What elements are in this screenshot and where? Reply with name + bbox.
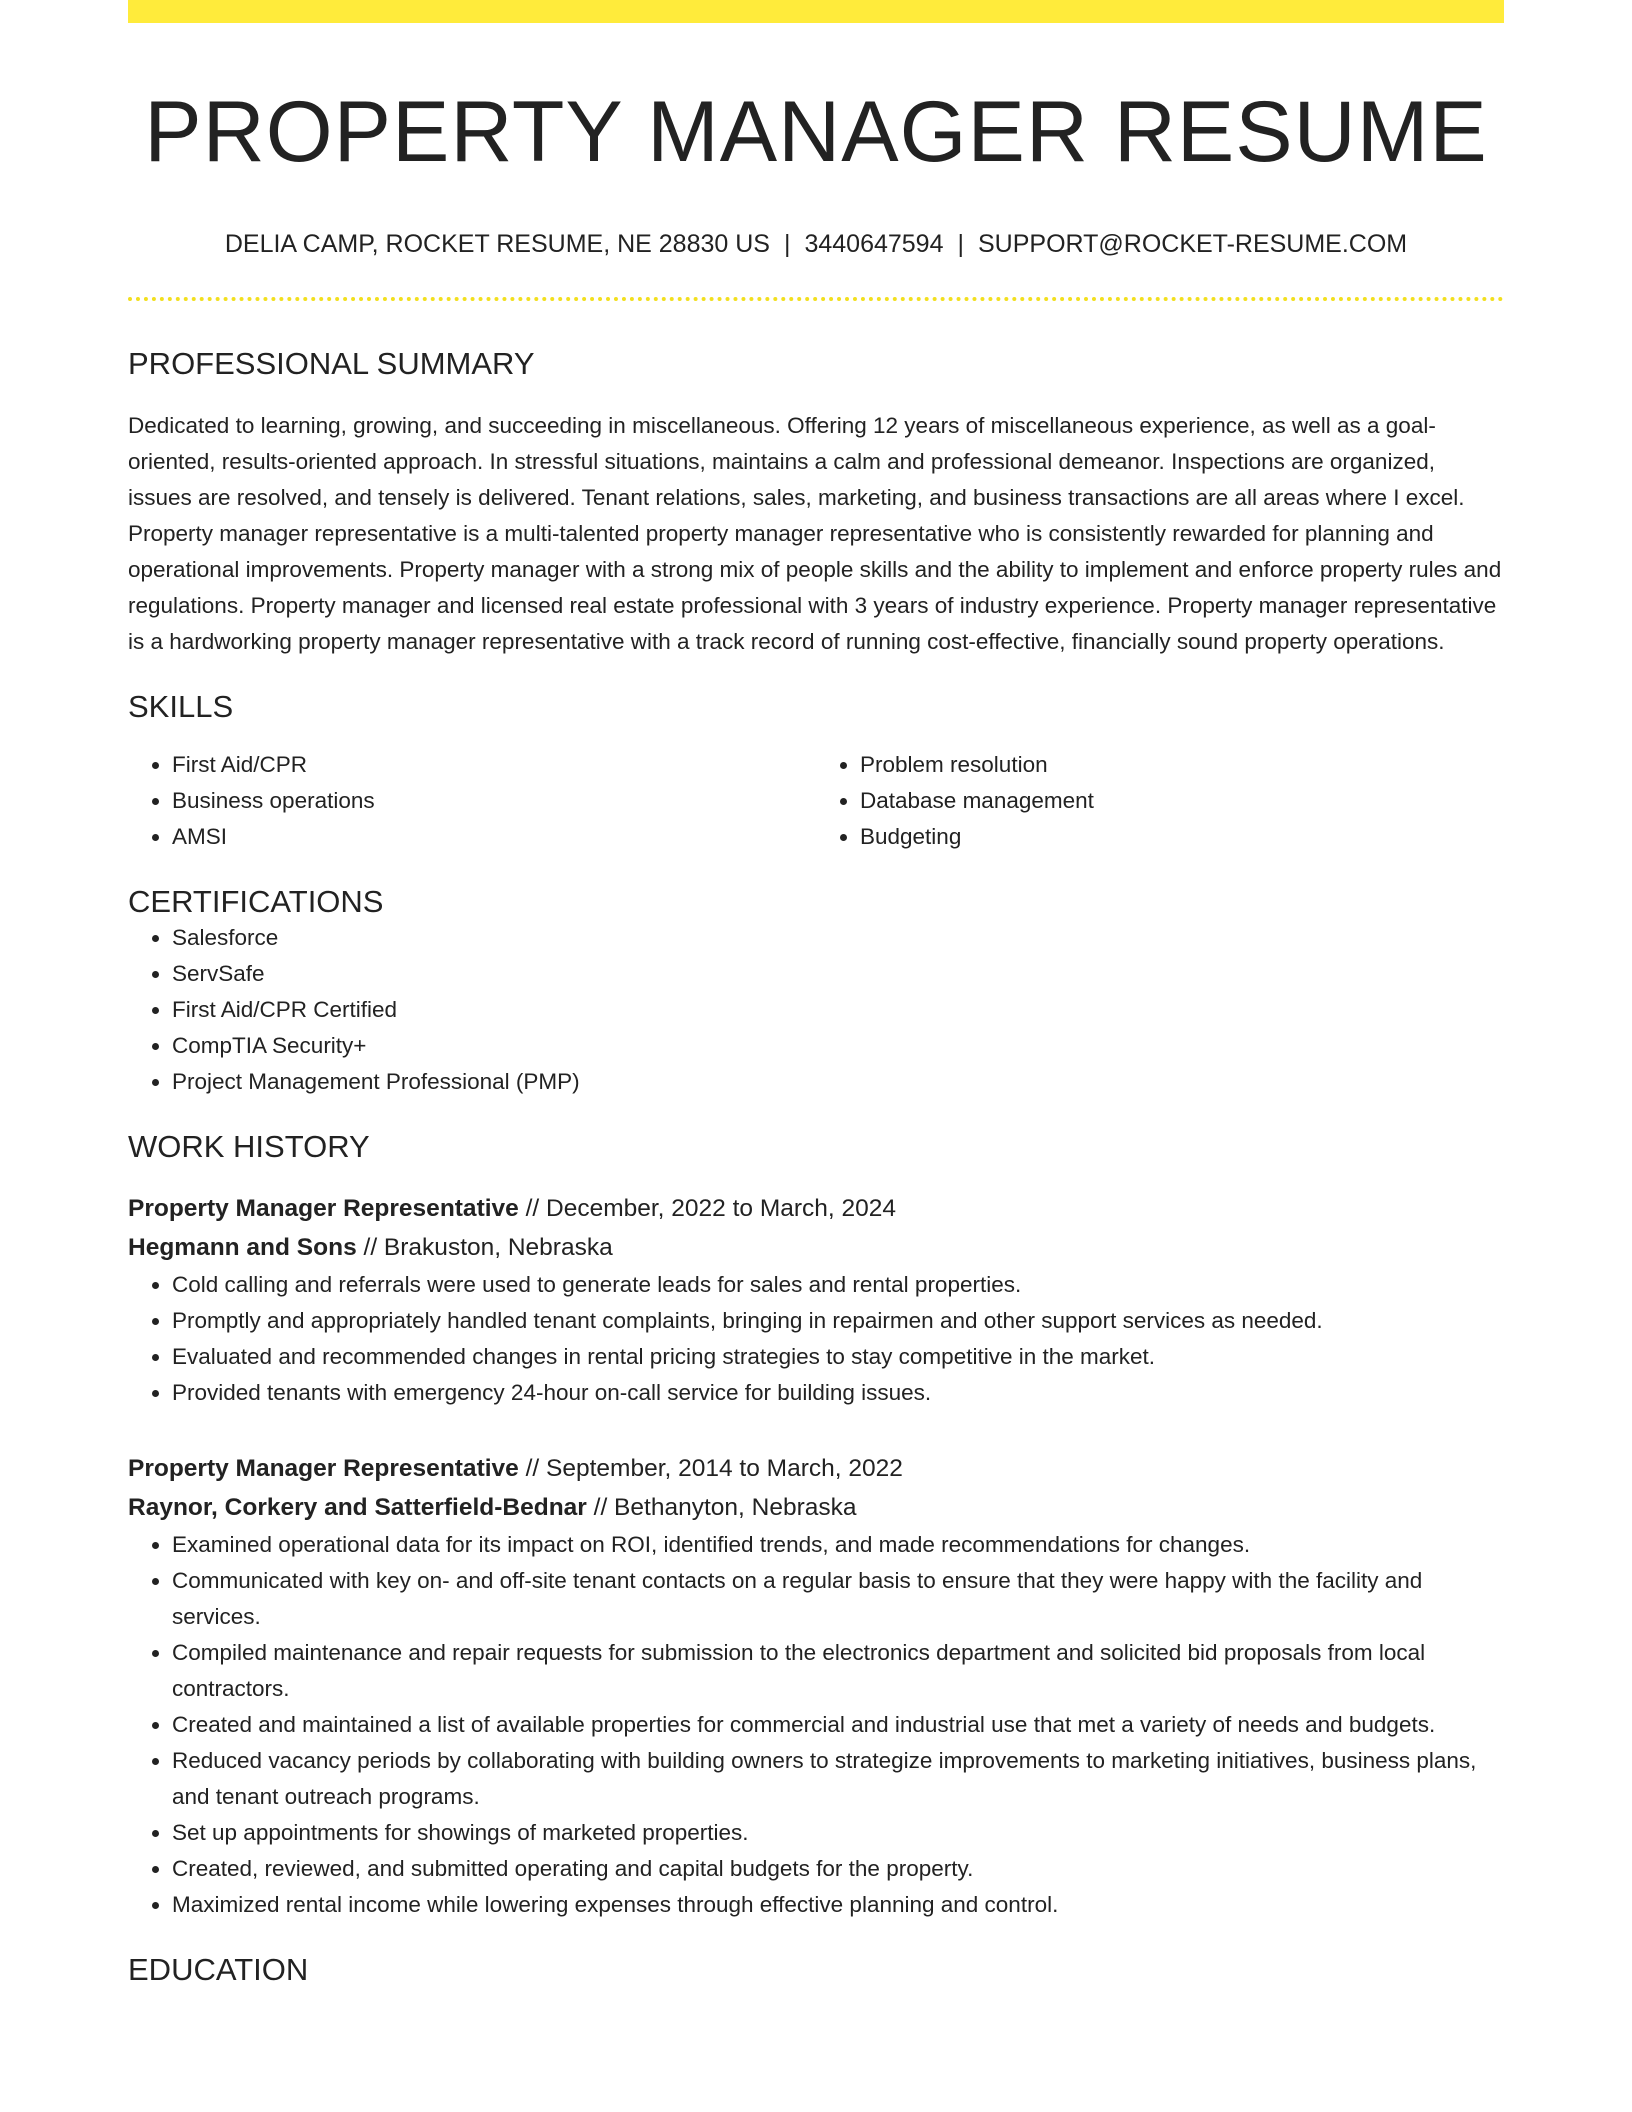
skill-item: • Database management: [860, 783, 1504, 819]
resume-title: PROPERTY MANAGER RESUME: [144, 84, 1488, 180]
job-duty: • Reduced vacancy periods by collaborating with building owners to strategize improvements to marketing initiatives, business plans, and tenant outreach programs.: [172, 1743, 1504, 1815]
job-entry: [128, 1449, 1504, 1923]
certification-item: • First Aid/CPR Certified: [172, 992, 1504, 1028]
contact-separator: |: [957, 230, 964, 259]
certification-item: • CompTIA Security+: [172, 1028, 1504, 1064]
job-company: Raynor, Corkery and Satterfield-Bednar: [128, 1494, 587, 1522]
contact-line: [128, 228, 1504, 261]
job-title-line: [128, 1189, 1504, 1228]
job-duty: • Examined operational data for its impact on ROI, identified trends, and made recommendations for changes.: [172, 1527, 1504, 1563]
skill-item: • Problem resolution: [860, 747, 1504, 783]
job-duty: • Provided tenants with emergency 24-hour on-call service for building issues.: [172, 1375, 1504, 1411]
certification-item: • Project Management Professional (PMP): [172, 1064, 1504, 1100]
certifications-list: [128, 920, 1504, 1100]
contact-separator: |: [783, 230, 791, 259]
job-location: // Brakuston, Nebraska: [363, 1234, 613, 1262]
certifications-heading: CERTIFICATIONS: [128, 884, 384, 920]
contact-address: DELIA CAMP, ROCKET RESUME, NE 28830 US: [224, 230, 770, 259]
job-duty: • Cold calling and referrals were used to generate leads for sales and rental properties.: [172, 1267, 1504, 1303]
skill-item: • Business operations: [172, 783, 816, 819]
job-company: Hegmann and Sons: [128, 1234, 357, 1262]
skills-columns: [128, 747, 1504, 855]
contact-phone: 3440647594: [804, 230, 944, 259]
job-duty: • Set up appointments for showings of marketed properties.: [172, 1815, 1504, 1851]
contact-email: SUPPORT@ROCKET-RESUME.COM: [978, 230, 1408, 259]
job-duties-list: [128, 1267, 1504, 1411]
job-title-line: [128, 1449, 1504, 1488]
job-duty: • Created, reviewed, and submitted operating and capital budgets for the property.: [172, 1851, 1504, 1887]
job-duty: • Compiled maintenance and repair requests for submission to the electronics department and solicited bid proposals from local contractors.: [172, 1635, 1504, 1707]
job-dates: // September, 2014 to March, 2022: [525, 1455, 903, 1483]
top-accent-bar: [128, 0, 1504, 23]
job-duty: • Maximized rental income while lowering expenses through effective planning and control.: [172, 1887, 1504, 1923]
job-duty: • Evaluated and recommended changes in rental pricing strategies to stay competitive in the market.: [172, 1339, 1504, 1375]
dotted-divider: [128, 297, 1504, 301]
job-location: // Bethanyton, Nebraska: [593, 1494, 857, 1522]
job-duty: • Promptly and appropriately handled tenant complaints, bringing in repairmen and other support services as needed.: [172, 1303, 1504, 1339]
skill-item: • AMSI: [172, 819, 816, 855]
job-company-line: [128, 1488, 1504, 1527]
skill-item: • Budgeting: [860, 819, 1504, 855]
summary-text: Dedicated to learning, growing, and succeeding in miscellaneous. Offering 12 years of miscellaneous experience, as well as a goal-oriented, results-oriented approach. In stressful situations, maintains a calm and professional demeanor. Inspections are organized, issues are resolved, and tensely is delivered. Tenant relations, sales, marketing, and business transactions are all areas where I excel. Property manager representative is a multi-talented property manager representative who is consistently rewarded for planning and operational improvements. Property manager with a strong mix of people skills and the ability to implement and enforce property rules and regulations. Property manager and licensed real estate professional with 3 years of industry experience. Property manager representative is a hardworking property manager representative with a track record of running cost-effective, financially sound property operations.: [128, 412, 1502, 654]
certification-item: • ServSafe: [172, 956, 1504, 992]
work-history-heading: WORK HISTORY: [128, 1129, 370, 1165]
job-duty: • Communicated with key on- and off-site tenant contacts on a regular basis to ensure that they were happy with the facility and services.: [172, 1563, 1504, 1635]
skills-list-left: [128, 747, 816, 855]
job-title: Property Manager Representative: [128, 1195, 519, 1223]
skills-heading: SKILLS: [128, 688, 234, 724]
job-duties-list: [128, 1527, 1504, 1923]
job-entry: [128, 1189, 1504, 1411]
certification-item: • Salesforce: [172, 920, 1504, 956]
job-title: Property Manager Representative: [128, 1455, 519, 1483]
summary-heading: PROFESSIONAL SUMMARY: [128, 345, 535, 381]
education-heading: EDUCATION: [128, 1952, 309, 1988]
skill-item: • First Aid/CPR: [172, 747, 816, 783]
job-duty: • Created and maintained a list of available properties for commercial and industrial use that met a variety of needs and budgets.: [172, 1707, 1504, 1743]
job-company-line: [128, 1228, 1504, 1267]
job-dates: // December, 2022 to March, 2024: [525, 1195, 897, 1223]
skills-list-right: [816, 747, 1504, 855]
resume-page: [128, 0, 1504, 1989]
